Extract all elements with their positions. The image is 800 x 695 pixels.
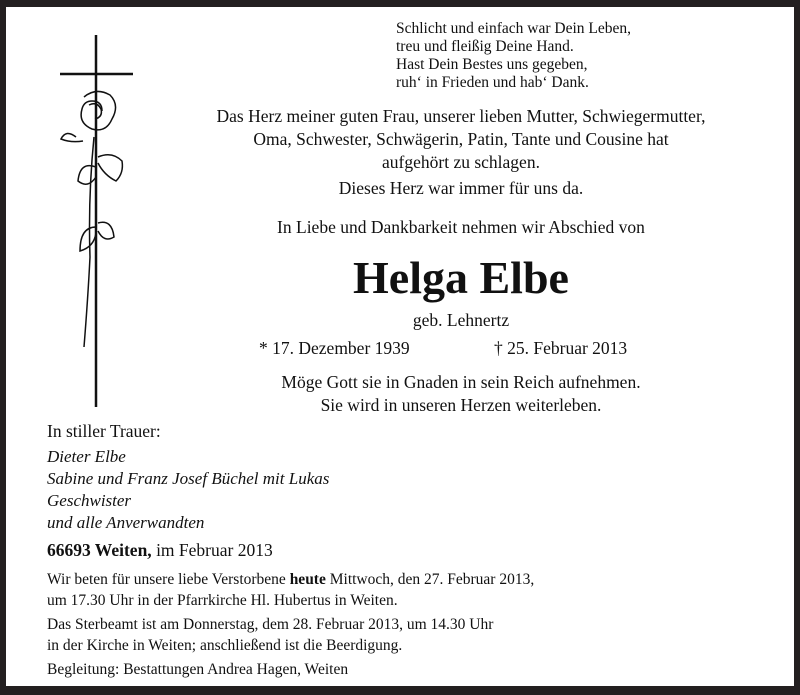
mourner: und alle Anverwandten [47,513,205,532]
cross-with-rose-icon [56,27,146,412]
intro-line: aufgehört zu schlagen. [382,152,540,172]
mourner: Geschwister [47,491,132,510]
prayer-line: um 17.30 Uhr in der Pfarrkirche Hl. Hubertus in Weiten. [47,592,398,609]
deceased-name: Helga Elbe [353,252,569,303]
date: im Februar 2013 [151,540,273,560]
mourner: Sabine und Franz Josef Büchel mit Lukas [47,469,330,488]
undertaker-line: Begleitung: Bestattungen Andrea Hagen, Weiten [47,661,349,678]
intro-line: Das Herz meiner guten Frau, unserer lieben Mutter, Schwiegermutter, [216,106,706,126]
poem-line: Hast Dein Bestes uns gegeben, [396,56,588,73]
mourners-heading: In stiller Trauer: [47,421,161,441]
blessing-line: Sie wird in unseren Herzen weiterleben. [320,395,602,415]
blessing-line: Möge Gott sie in Gnaden in sein Reich aufnehmen. [281,372,641,392]
prayer-text: Wir beten für unsere liebe Verstorbene [47,571,290,588]
intro-line: Oma, Schwester, Schwägerin, Patin, Tante und Cousine hat [253,129,669,149]
farewell-line: In Liebe und Dankbarkeit nehmen wir Abschied von [277,217,645,237]
birth-date: * 17. Dezember 1939 [259,338,410,358]
funeral-line: in der Kirche in Weiten; anschließend ist die Beerdigung. [47,637,403,654]
poem-line: ruh‘ in Frieden und hab‘ Dank. [396,74,589,91]
obituary-notice [6,7,794,686]
maiden-name: geb. Lehnertz [412,310,510,330]
prayer-today: heute [289,571,326,588]
mourner: Dieter Elbe [47,447,126,466]
place-date [47,539,273,562]
prayer-text: Mittwoch, den 27. Februar 2013, [325,571,535,588]
death-date: † 25. Februar 2013 [494,338,628,358]
funeral-line: Das Sterbeamt ist am Donnerstag, dem 28. Februar 2013, um 14.30 Uhr [47,616,494,633]
place: 66693 Weiten, [47,540,152,560]
prayer-line [47,569,534,590]
poem-line: treu und fleißig Deine Hand. [396,38,574,55]
heart-line: Dieses Herz war immer für uns da. [338,178,584,198]
poem-line: Schlicht und einfach war Dein Leben, [396,20,631,37]
